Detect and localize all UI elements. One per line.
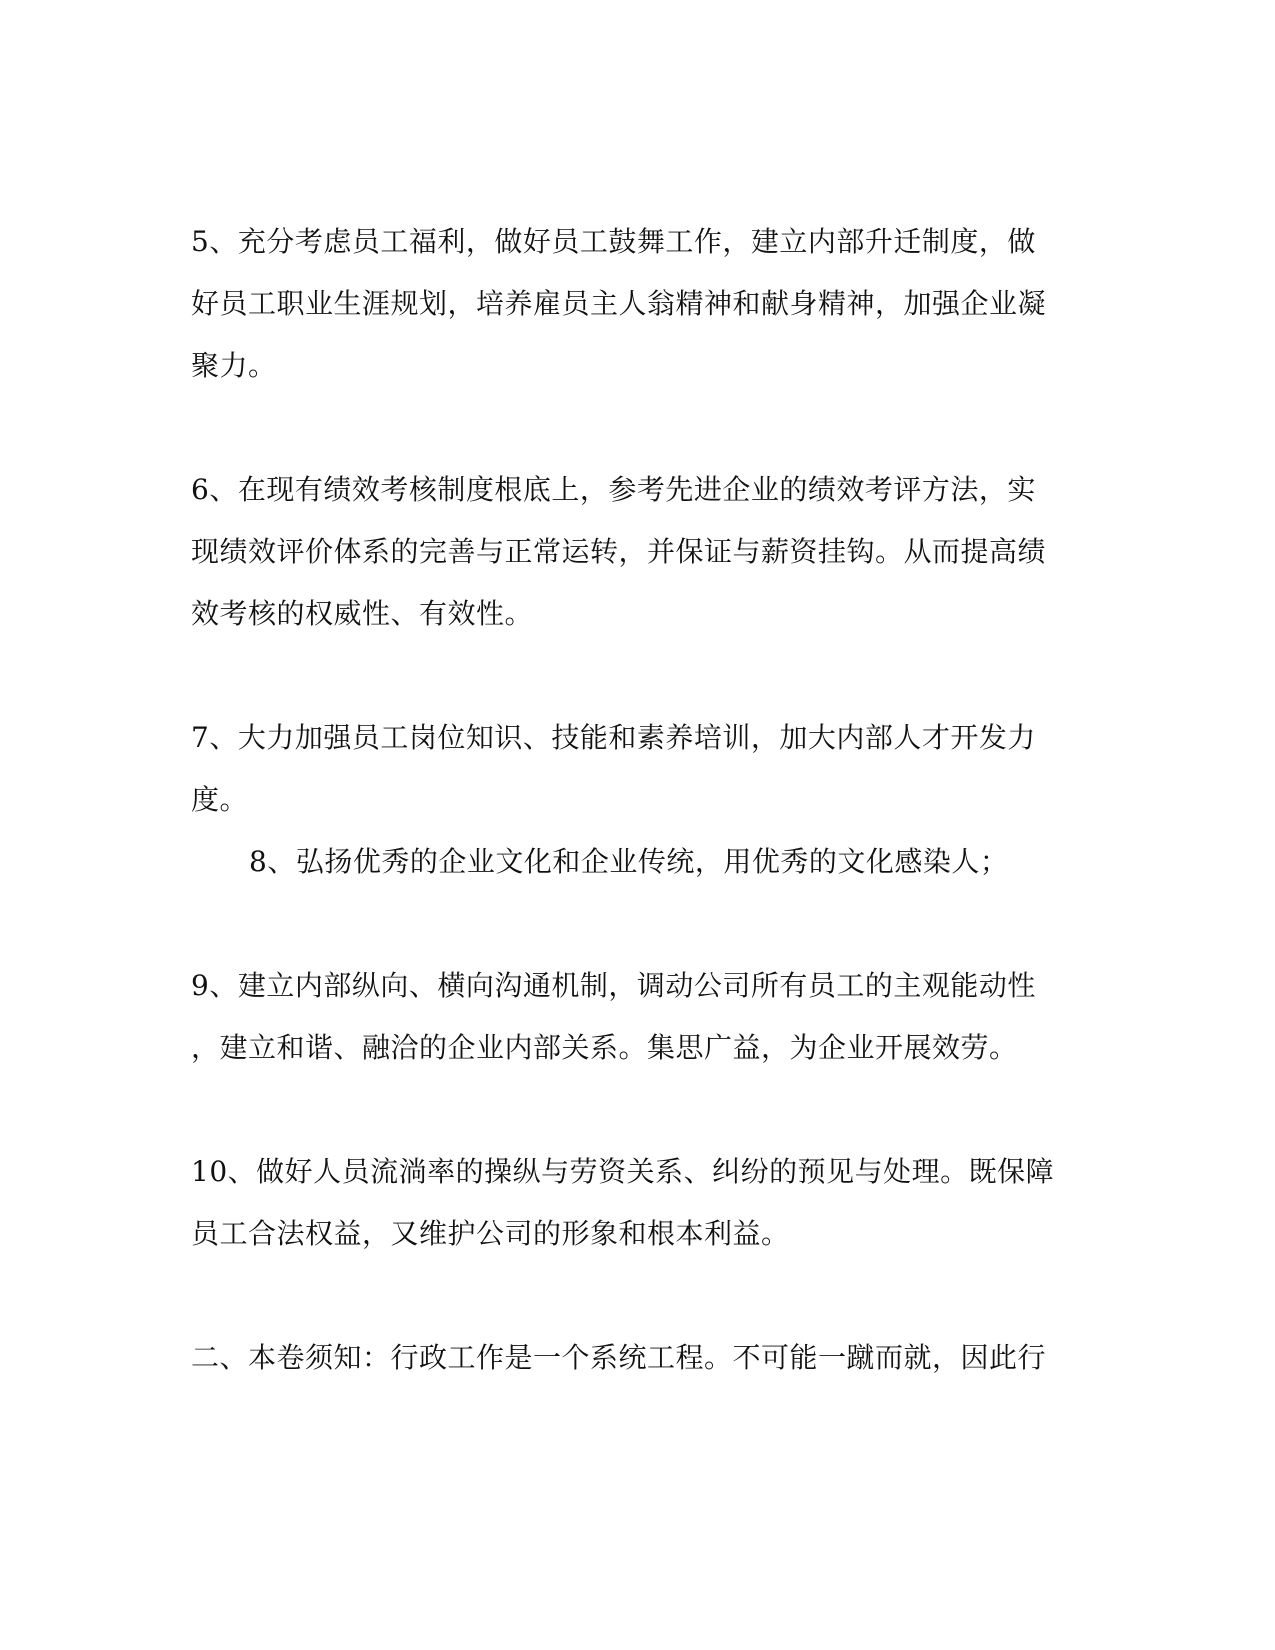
item-10-line-2: 员工合法权益，又维护公司的形象和根本利益。 xyxy=(191,1217,790,1250)
item-9-line-1: 9、建立内部纵向、横向沟通机制，调动公司所有员工的主观能动性 xyxy=(191,969,1036,1002)
item-8-line-1: 8、弘扬优秀的企业文化和企业传统，用优秀的文化感染人； xyxy=(249,845,1009,878)
item-7-line-1: 7、大力加强员工岗位知识、技能和素养培训，加大内部人才开发力 xyxy=(191,721,1036,754)
item-7-line-2: 度。 xyxy=(191,783,249,816)
item-6-line-2: 现绩效评价体系的完善与正常运转，并保证与薪资挂钩。从而提高绩 xyxy=(191,535,1047,568)
item-6-line-3: 效考核的权威性、有效性。 xyxy=(191,597,534,630)
item-10-line-1: 10、做好人员流淌率的操纵与劳资关系、纠纷的预见与处理。既保障 xyxy=(191,1155,1055,1188)
item-5-line-1: 5、充分考虑员工福利，做好员工鼓舞工作，建立内部升迁制度，做 xyxy=(191,225,1036,258)
item-5-line-2: 好员工职业生涯规划，培养雇员主人翁精神和献身精神，加强企业凝 xyxy=(191,287,1047,320)
notice-line-1: 二、本卷须知：行政工作是一个系统工程。不可能一蹴而就，因此行 xyxy=(191,1341,1047,1374)
item-6-line-1: 6、在现有绩效考核制度根底上，参考先进企业的绩效考评方法，实 xyxy=(191,473,1036,506)
item-9-line-2: ，建立和谐、融洽的企业内部关系。集思广益，为企业开展效劳。 xyxy=(191,1031,1018,1064)
item-5-line-3: 聚力。 xyxy=(191,349,277,382)
